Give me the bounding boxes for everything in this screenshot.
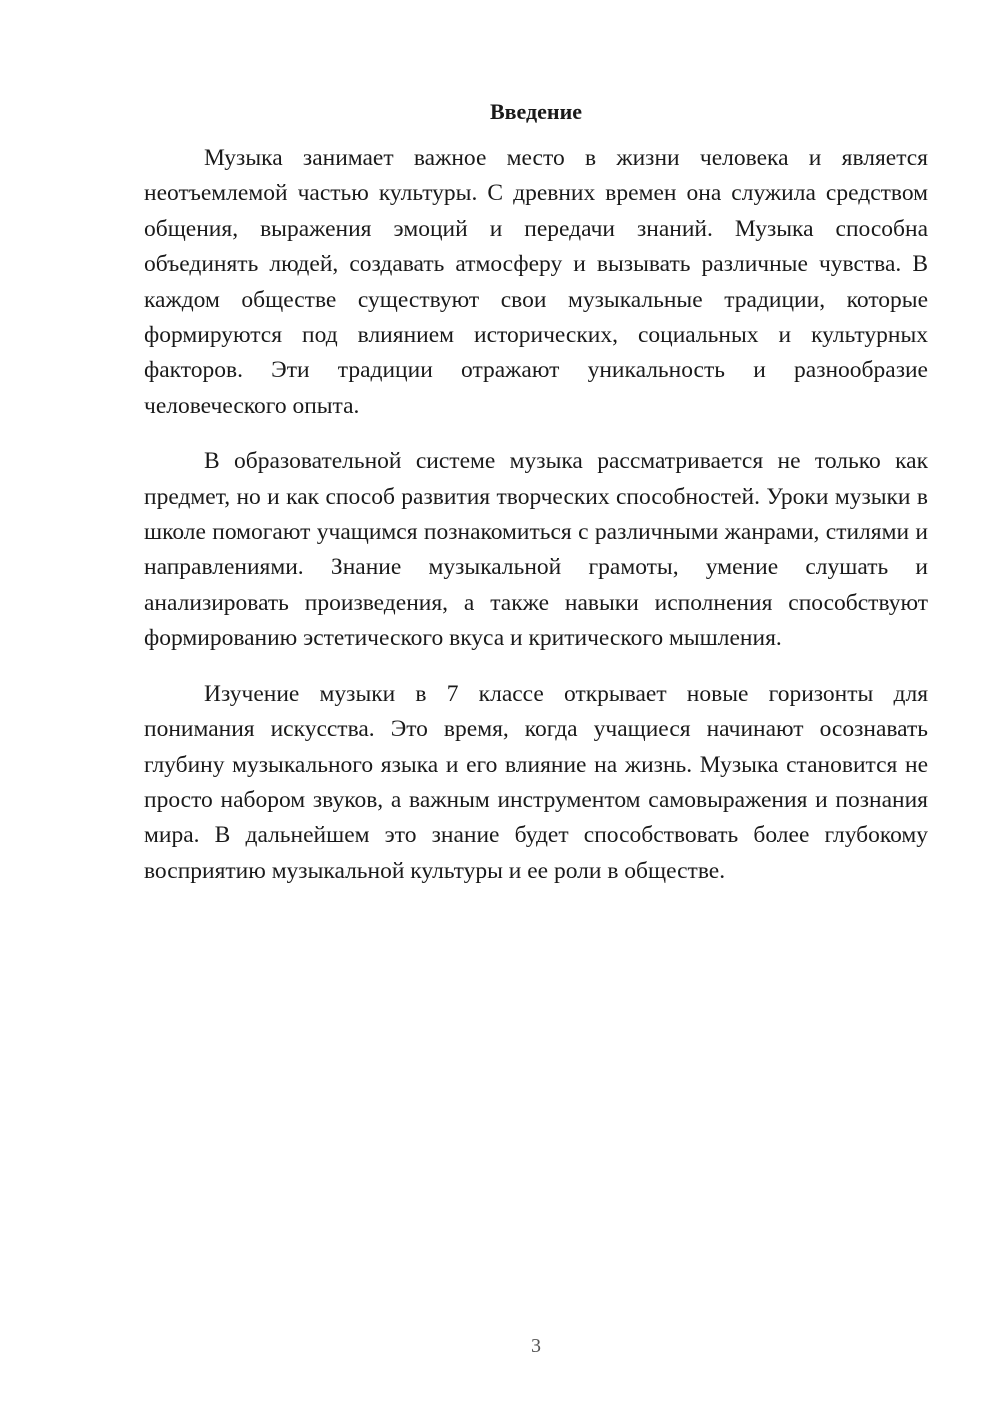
- paragraph-1: Музыка занимает важное место в жизни человека и является неотъемлемой частью культуры. С древних времен она служила средством общения, выражения эмоций и передачи знаний. Музыка способна объединять людей, создавать атмосферу и вызывать различные чувства. В каждом обществе существуют свои музыкальные традиции, которые формируются под влиянием исторических, социальных и культурных факторов. Эти традиции отражают уникальность и разнообразие человеческого опыта.: [144, 145, 928, 419]
- page-title: Введение: [489, 99, 583, 124]
- paragraph-3: Изучение музыки в 7 классе открывает новые горизонты для понимания искусства. Это время, когда учащиеся начинают осознавать глубину музыкального языка и его влияние на жизнь. Музыка становится не просто набором звуков, а важным инструментом самовыражения и познания мира. В дальнейшем это знание будет способствовать более глубокому восприятию музыкальной культуры и ее роли в обществе.: [144, 680, 928, 884]
- page-number: 3: [531, 1335, 541, 1357]
- paragraph-2: В образовательной системе музыка рассматривается не только как предмет, но и как способ развития творческих способностей. Уроки музыки в школе помогают учащимся познакомиться с различными жанрами, стилями и направлениями. Знание музыкальной грамоты, умение слушать и анализировать произведения, а также навыки исполнения способствуют формированию эстетического вкуса и критического мышления.: [144, 448, 928, 652]
- body-text: [144, 141, 928, 889]
